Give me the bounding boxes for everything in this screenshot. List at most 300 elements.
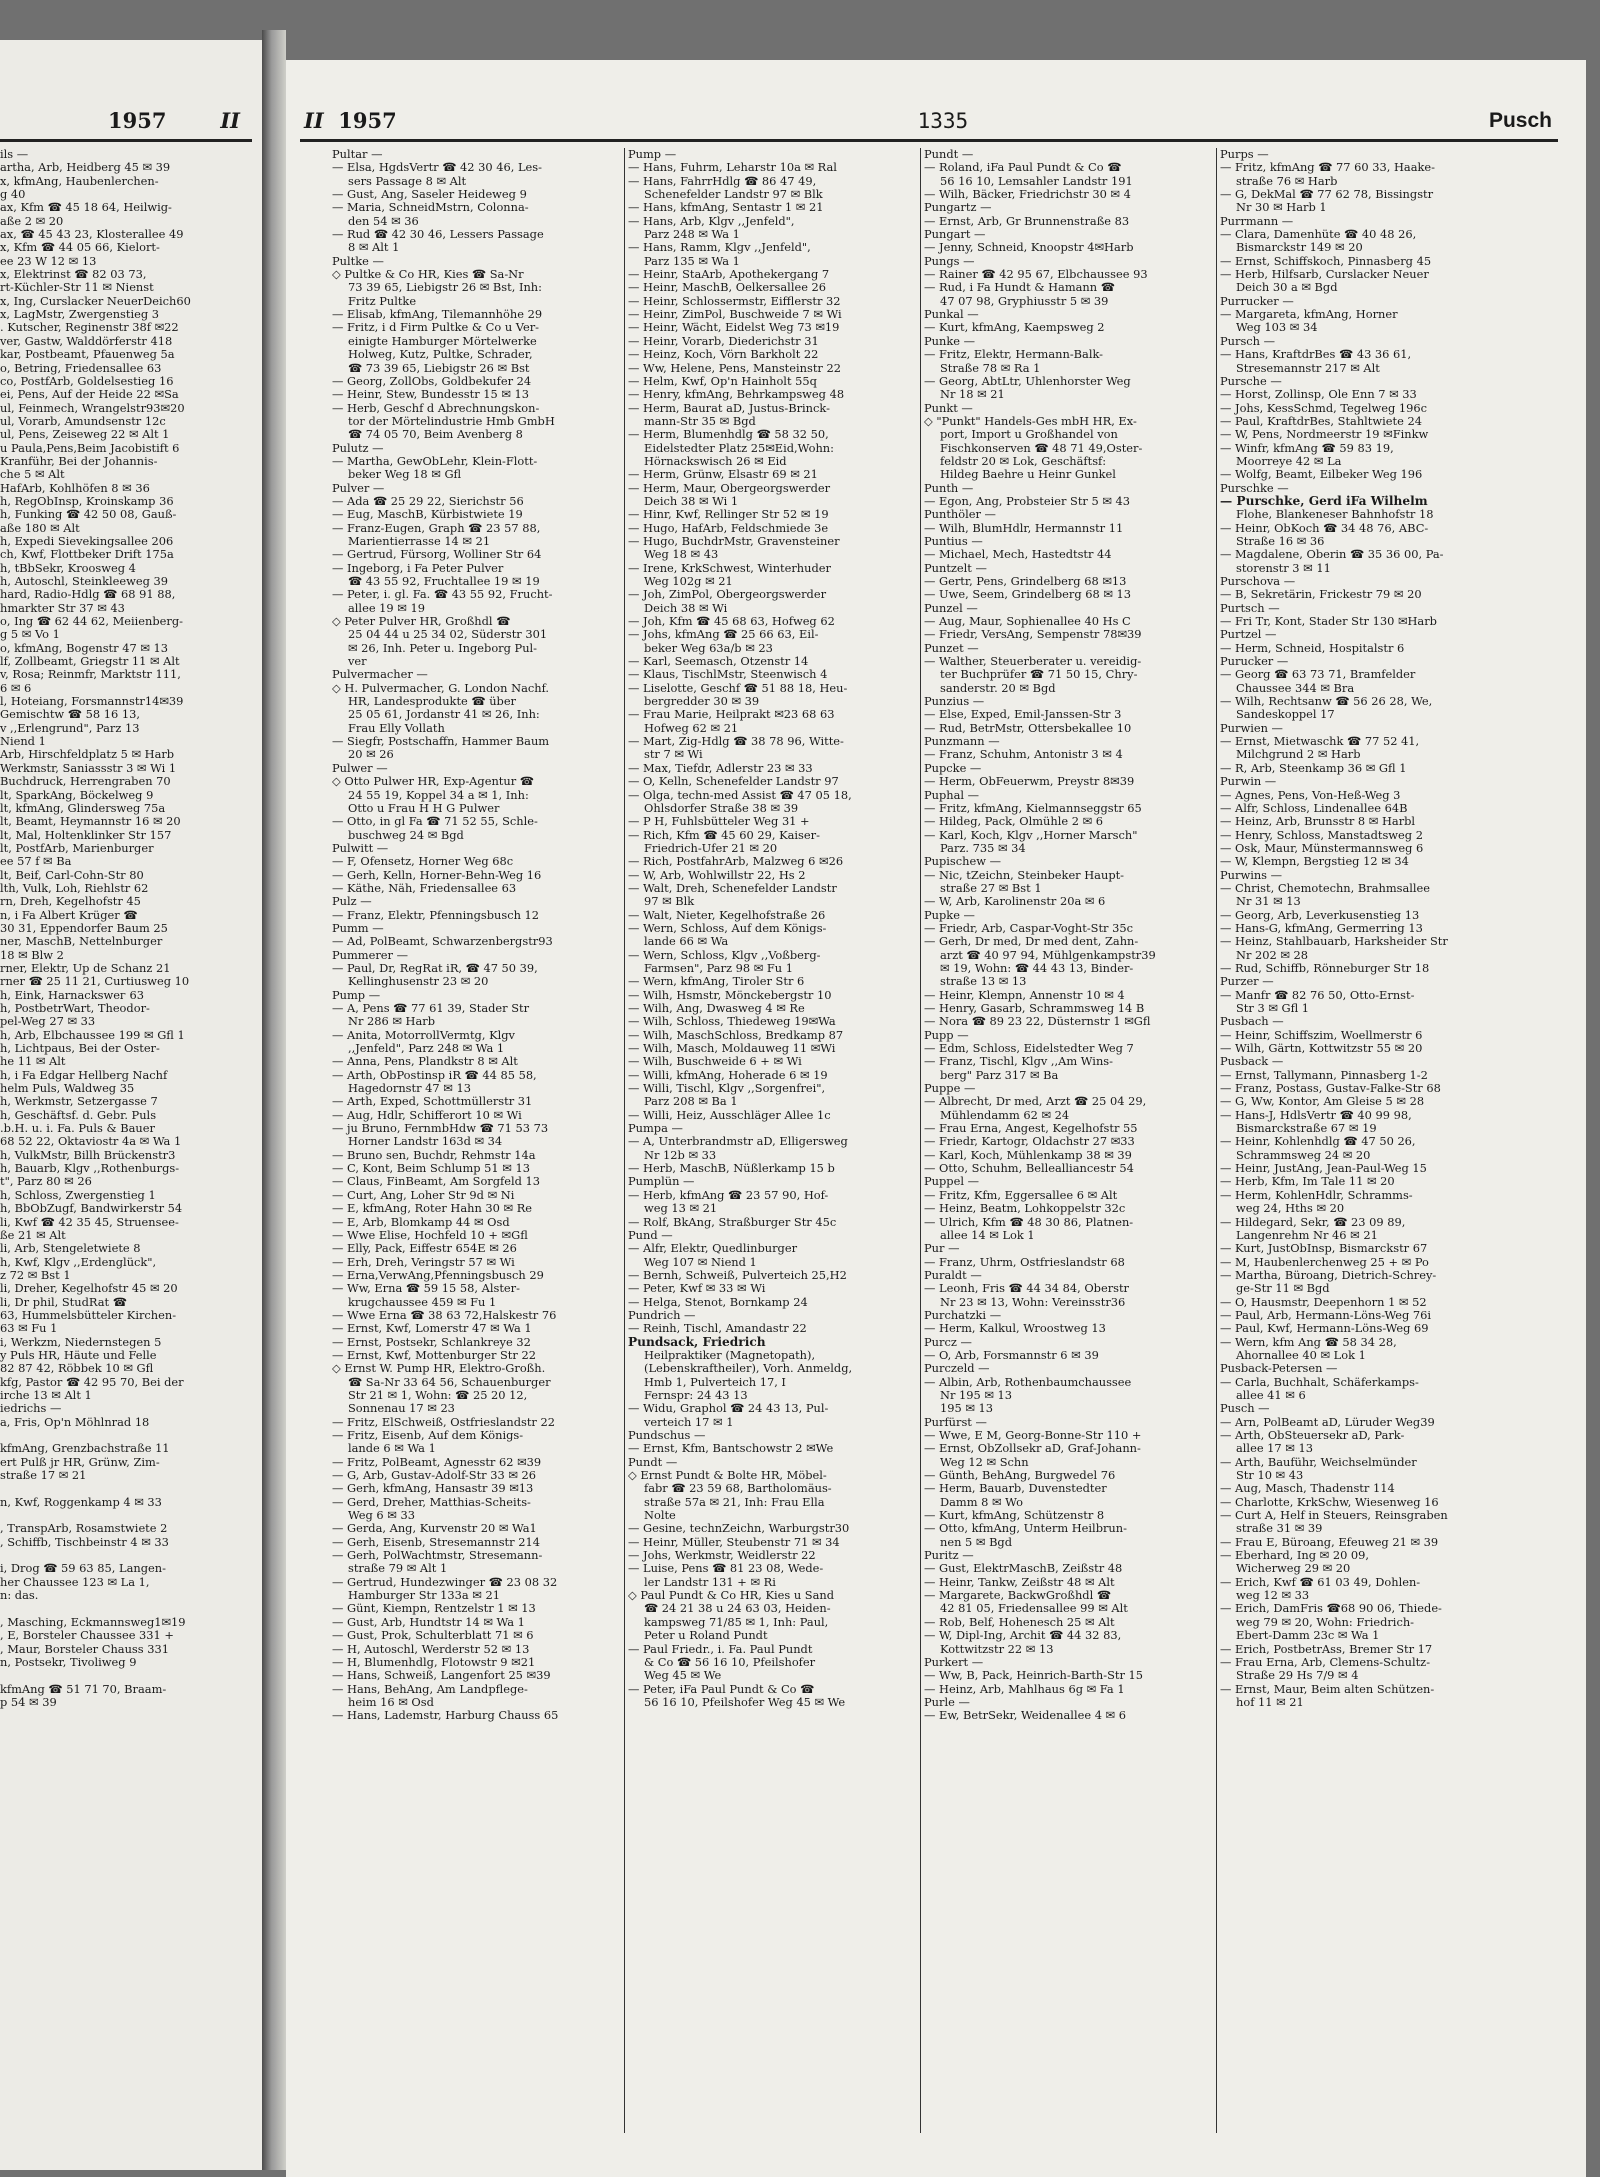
directory-entry-line: Parz. 735 ✉ 34 (940, 840, 1026, 855)
directory-entry-line: Deich 30 a ✉ Bgd (1236, 280, 1338, 295)
directory-entry-line: he 11 ✉ Alt (0, 1054, 66, 1069)
directory-entry-line: — Wilh, MaschSchloss, Bredkamp 87 (628, 1027, 844, 1042)
directory-entry-line: Mühlendamm 62 ✉ 24 (940, 1107, 1070, 1122)
directory-entry-line: — W, Pens, Nordmeerstr 19 ✉Finkw (1220, 427, 1429, 442)
directory-entry-line: Str 21 ✉ 1, Wohn: ☎ 25 20 12, (348, 1387, 528, 1402)
directory-entry-line: ul, Vorarb, Amundsenstr 12c (0, 413, 166, 428)
directory-entry-line: Pultke — (332, 253, 384, 268)
directory-entry-line: — Herb, kfmAng ☎ 23 57 90, Hof- (628, 1187, 829, 1202)
directory-entry-line: h, Expedi Sievekingsallee 206 (0, 533, 174, 548)
directory-entry-line: v, Rosa; Reinmfr, Marktstr 111, (0, 667, 181, 682)
directory-entry-line: weg 79 ✉ 20, Wohn: Friedrich- (1236, 1614, 1415, 1629)
directory-entry-line: — Günth, BehAng, Burgwedel 76 (924, 1468, 1116, 1483)
directory-entry-line: — Willi, Tischl, Klgv ,,Sorgenfrei", (628, 1081, 826, 1096)
directory-entry-line: n, Postsekr, Tivoliweg 9 (0, 1654, 137, 1669)
directory-entry-line: Weg 12 ✉ Schn (940, 1454, 1029, 1469)
directory-entry-line: — P H, Fuhlsbütteler Weg 31 + (628, 814, 810, 829)
directory-entry-line: — Curt, Ang, Loher Str 9d ✉ Ni (332, 1187, 515, 1202)
directory-entry-line: n, i Fa Albert Krüger ☎ (0, 907, 138, 922)
directory-entry-line: — Herm, Blumenhdlg ☎ 58 32 50, (628, 427, 829, 442)
directory-entry-line: Pupp — (924, 1027, 969, 1042)
directory-entry-line: Parz 248 ✉ Wa 1 (644, 227, 740, 242)
directory-entry-line: — Jenny, Schneid, Knoopstr 4✉Harb (924, 240, 1134, 255)
directory-entry-line: ul, Feinmech, Wrangelstr93✉20 (0, 400, 185, 415)
directory-entry-line: — Walt, Nieter, Kegelhofstraße 26 (628, 907, 826, 922)
directory-entry-line: — Heinr, Müller, Steubenstr 71 ✉ 34 (628, 1534, 840, 1549)
directory-entry-line: Weg 18 ✉ 43 (644, 547, 719, 562)
directory-entry-line: o, kfmAng, Bogenstr 47 ✉ 13 (0, 640, 168, 655)
directory-entry-line: Purtsch — (1220, 600, 1280, 615)
directory-entry-line: Weg 103 ✉ 34 (1236, 320, 1318, 335)
directory-column-2 (628, 148, 916, 2133)
directory-entry-line: — Heinr, Klempn, Annenstr 10 ✉ 4 (924, 987, 1125, 1002)
directory-entry-line: ler Landstr 131 + ✉ Ri (644, 1574, 776, 1589)
directory-entry-line: Hamburger Str 133a ✉ 21 (348, 1588, 500, 1603)
directory-entry-line: Puritz — (924, 1548, 974, 1563)
directory-entry-line: buschweg 24 ✉ Bgd (348, 827, 464, 842)
directory-entry-line: — E, kfmAng, Roter Hahn 30 ✉ Re (332, 1201, 533, 1216)
directory-entry-line: u Paula,Pens,Beim Jacobistift 6 (0, 440, 180, 455)
directory-entry-line: Pungartz — (924, 200, 992, 215)
directory-entry-line: iedrichs — (0, 1401, 62, 1416)
directory-entry-line: Pulwer — (332, 760, 388, 775)
directory-entry-line: Weg 102g ✉ 21 (644, 574, 733, 588)
directory-entry-line: Ahornallee 40 ✉ Lok 1 (1236, 1347, 1366, 1362)
directory-entry-line: h, Autoschl, Steinkleeweg 39 (0, 574, 169, 588)
directory-entry-line: h, Funking ☎ 42 50 08, Gauß- (0, 507, 177, 522)
directory-entry-line: — Wilh, Gärtn, Kottwitzstr 55 ✉ 20 (1220, 1041, 1423, 1056)
directory-entry-line: — Nic, tZeichn, Steinbeker Haupt- (924, 867, 1125, 882)
directory-entry-line: Nr 12b ✉ 33 (644, 1147, 717, 1162)
directory-entry-line: Punke — (924, 333, 975, 348)
directory-entry-line: — Walther, Steuerberater u. vereidig- (924, 654, 1142, 669)
directory-entry-line: — G, Ww, Kontor, Am Gleise 5 ✉ 28 (1220, 1094, 1425, 1109)
header-left-group (304, 108, 397, 133)
directory-entry-line: & Co ☎ 56 16 10, Pfeilshofer (644, 1654, 816, 1669)
directory-entry-line: — Karl, Seemasch, Otzenstr 14 (628, 654, 809, 669)
directory-entry-line: Punth — (924, 480, 974, 495)
directory-entry-line: ee 57 f ✉ Ba (0, 854, 72, 869)
directory-entry-line: Purle — (924, 1694, 970, 1709)
directory-entry-line: x, Elektrinst ☎ 82 03 73, (0, 267, 147, 282)
directory-entry-line: ◇ H. Pulvermacher, G. London Nachf. (332, 680, 550, 695)
directory-entry-line: — Roland, iFa Paul Pundt & Co ☎ (924, 160, 1122, 175)
directory-entry-line: — Manfr ☎ 82 76 50, Otto-Ernst- (1220, 987, 1415, 1002)
directory-entry-line: Nr 23 ✉ 13, Wohn: Vereinsstr36 (940, 1294, 1126, 1309)
directory-entry-line: , TranspArb, Rosamstwiete 2 (0, 1521, 168, 1536)
directory-entry-line: — Aug, Maur, Sophienallee 40 Hs C (924, 614, 1131, 629)
directory-entry-line: Punkt — (924, 400, 973, 415)
directory-entry-line: — A, Pens ☎ 77 61 39, Stader Str (332, 1001, 530, 1015)
directory-entry-line: 8 ✉ Alt 1 (348, 240, 400, 255)
directory-entry-line: hmarkter Str 37 ✉ 43 (0, 600, 125, 615)
directory-entry-line: — Olga, techn-med Assist ☎ 47 05 18, (628, 787, 852, 802)
directory-entry-line: — Charlotte, KrkSchw, Wiesenweg 16 (1220, 1494, 1439, 1509)
catchword: Pusch (1488, 109, 1552, 132)
directory-entry-line: ,,Jenfeld", Parz 248 ✉ Wa 1 (348, 1041, 505, 1056)
directory-entry-line: Pur — (924, 1241, 960, 1256)
directory-entry-line: — Heinz, Arb, Brunsstr 8 ✉ Harbl (1220, 814, 1416, 829)
directory-entry-line: — Georg, Arb, Leverkusenstieg 13 (1220, 907, 1420, 922)
directory-entry-line: Kottwitzstr 22 ✉ 13 (940, 1641, 1054, 1656)
directory-entry-line: Pupcke — (924, 760, 982, 775)
directory-entry-line: — G, Arb, Gustav-Adolf-Str 33 ✉ 26 (332, 1468, 536, 1483)
directory-entry-line: sers Passage 8 ✉ Alt (348, 173, 467, 188)
directory-entry-line: Langenrehm Nr 46 ✉ 21 (1236, 1227, 1378, 1242)
directory-entry-line: Purcz — (924, 1334, 972, 1349)
directory-entry-line: — Johs, Werkmstr, Weidlerstr 22 (628, 1548, 816, 1563)
directory-entry-line: — Gertr, Pens, Grindelberg 68 ✉13 (924, 574, 1127, 588)
directory-entry-line: Purkert — (924, 1654, 984, 1669)
directory-entry-line: — Franz, Tischl, Klgv ,,Am Wins- (924, 1054, 1113, 1069)
directory-entry-line: rt-Küchler-Str 11 ✉ Nienst (0, 280, 154, 295)
directory-entry-line: Straße 29 Hs 7/9 ✉ 4 (1236, 1668, 1359, 1683)
directory-entry-line: — Rud, i Fa Hundt & Hamann ☎ (924, 280, 1115, 295)
directory-entry-line: Puraldt — (924, 1267, 982, 1282)
directory-entry-line: — Hans, kfmAng, Sentastr 1 ✉ 21 (628, 200, 824, 215)
directory-entry-line: — Karl, Koch, Mühlenkamp 38 ✉ 39 (924, 1147, 1132, 1162)
directory-entry-line: li, Kwf ☎ 42 35 45, Struensee- (0, 1214, 179, 1229)
directory-entry-line: g 5 ✉ Vo 1 (0, 627, 60, 642)
directory-entry-line: allee 14 ✉ Lok 1 (940, 1227, 1035, 1242)
directory-entry-line: 97 ✉ Blk (644, 894, 695, 909)
directory-entry-line: — Franz, Schuhm, Antonistr 3 ✉ 4 (924, 747, 1123, 762)
directory-entry-line: Ohlsdorfer Straße 38 ✉ 39 (644, 800, 799, 815)
directory-entry-line: — Ernst, Kfm, Bantschowstr 2 ✉We (628, 1441, 834, 1456)
directory-entry-line: straße 31 ✉ 39 (1236, 1521, 1323, 1536)
directory-entry-line: irche 13 ✉ Alt 1 (0, 1387, 92, 1402)
directory-entry-line: i, Drog ☎ 59 63 85, Langen- (0, 1561, 166, 1576)
directory-entry-line: straße 57a ✉ 21, Inh: Frau Ella (644, 1494, 825, 1509)
directory-entry-line: — Wilh, Bäcker, Friedrichstr 30 ✉ 4 (924, 187, 1131, 202)
directory-entry-line: — Wilh, BlumHdlr, Hermannstr 11 (924, 520, 1124, 535)
directory-entry-line: — F, Ofensetz, Horner Weg 68c (332, 854, 514, 869)
directory-entry-line: — Albrecht, Dr med, Arzt ☎ 25 04 29, (924, 1094, 1147, 1109)
directory-entry-line: li, Arb, Stengeletwiete 8 (0, 1241, 141, 1256)
directory-entry-line: — Friedr, VersAng, Sempenstr 78✉39 (924, 627, 1142, 642)
directory-entry-line: — Herb, Kfm, Im Tale 11 ✉ 20 (1220, 1174, 1395, 1189)
directory-entry-line: — Hans, Arb, Klgv ,,Jenfeld", (628, 213, 795, 228)
directory-entry-line: — A, Unterbrandmstr aD, Elligersweg (628, 1134, 848, 1149)
directory-entry-line: — Elly, Pack, Eiffestr 654E ✉ 26 (332, 1241, 517, 1256)
right-running-header (300, 98, 1558, 142)
directory-entry-line: — Luise, Pens ☎ 81 23 08, Wede- (628, 1561, 824, 1576)
directory-entry-line: Horner Landstr 163d ✉ 34 (348, 1134, 503, 1149)
directory-entry-line: Nr 202 ✉ 28 (1236, 947, 1309, 962)
directory-entry-line: ei, Pens, Auf der Heide 22 ✉Sa (0, 387, 179, 402)
directory-entry-line: ils — (0, 148, 29, 161)
directory-entry-line: ax, Kfm ☎ 45 18 64, Heilwig- (0, 200, 172, 215)
directory-entry-line: , E, Borsteler Chaussee 331 + (0, 1628, 174, 1643)
directory-entry-line: — Otto, kfmAng, Unterm Heilbrun- (924, 1521, 1127, 1536)
directory-entry-line: Purfürst — (924, 1414, 987, 1429)
page-number: 1335 (917, 109, 969, 133)
directory-entry-line: h, Kwf, Klgv ,,Erdenglück", (0, 1254, 157, 1269)
directory-entry-line: — Frau E, Büroang, Efeuweg 21 ✉ 39 (1220, 1534, 1439, 1549)
book-gutter (262, 30, 286, 2170)
directory-entry-line: str 7 ✉ Wi (644, 747, 703, 762)
directory-entry-line: Pulz — (332, 894, 372, 909)
directory-entry-line: — Georg, AbtLtr, Uhlenhorster Weg (924, 373, 1131, 388)
directory-entry-line: rner, Elektr, Up de Schanz 21 (0, 960, 171, 975)
directory-entry-line: 42 81 05, Friedensallee 99 ✉ Alt (940, 1601, 1128, 1616)
directory-entry-line: — Edm, Schloss, Eidelstedter Weg 7 (924, 1041, 1134, 1056)
directory-entry-line: — Fritz, PolBeamt, Agnesstr 62 ✉39 (332, 1454, 542, 1469)
directory-entry-line: — Rich, Kfm ☎ 45 60 29, Kaiser- (628, 827, 820, 842)
directory-entry-line: ◇ Peter Pulver HR, Großhdl ☎ (332, 614, 511, 629)
directory-entry-line: — Ernst, ObZollsekr aD, Graf-Johann- (924, 1441, 1141, 1456)
directory-entry-line: h, Geschäftsf. d. Gebr. Puls (0, 1107, 157, 1122)
directory-entry-line: — Paul Friedr., i. Fa. Paul Pundt (628, 1641, 813, 1656)
directory-entry-line: Pulutz — (332, 440, 384, 455)
directory-entry-line: ße 21 ✉ Alt (0, 1227, 66, 1242)
directory-entry-line: hard, Radio-Hdlg ☎ 68 91 88, (0, 587, 176, 602)
directory-entry-line: — Heinr, MaschB, Oelkersallee 26 (628, 280, 827, 295)
directory-entry-line: n, Kwf, Roggenkamp 4 ✉ 33 (0, 1494, 162, 1509)
directory-entry-line: lth, Vulk, Loh, Riehlstr 62 (0, 880, 149, 895)
directory-entry-line: 63 ✉ Fu 1 (0, 1321, 58, 1336)
directory-entry-line: — Margarete, BackwGroßhdl ☎ (924, 1588, 1112, 1603)
directory-entry-line: — Otto, in gl Fa ☎ 71 52 55, Schle- (332, 814, 538, 829)
header-year: 1957 (338, 108, 397, 133)
directory-entry-line: o, Ing ☎ 62 44 62, Meiienberg- (0, 614, 184, 629)
directory-entry-line: Pumplün — (628, 1174, 695, 1189)
directory-entry-line: n: das. (0, 1588, 39, 1603)
directory-entry-line: Deich 38 ✉ Wi 1 (644, 493, 739, 508)
directory-entry-line: p 54 ✉ 39 (0, 1694, 57, 1709)
directory-entry-line: o, Betring, Friedensallee 63 (0, 360, 162, 375)
directory-entry-line: Hörnackswisch 26 ✉ Eid (644, 453, 787, 468)
directory-entry-line: — W, Arb, Wohlwillstr 22, Hs 2 (628, 867, 806, 882)
directory-entry-line: — Elisab, kfmAng, Tilemannhöhe 29 (332, 307, 543, 322)
directory-entry-line: Arb, Hirschfeldplatz 5 ✉ Harb (0, 747, 175, 762)
directory-entry-line: Pundrich — (628, 1307, 696, 1322)
directory-entry-line (0, 1549, 258, 1562)
directory-entry-line: Stresemannstr 217 ✉ Alt (1236, 360, 1380, 375)
directory-entry-line: ☎ 43 55 92, Fruchtallee 19 ✉ 19 (348, 574, 540, 588)
directory-entry-line: — Friedr, Kartogr, Oldachstr 27 ✉33 (924, 1134, 1135, 1149)
directory-entry-line: Nr 18 ✉ 21 (940, 387, 1005, 402)
directory-entry-line: — Wern, Schloss, Klgv ,,Voßberg- (628, 947, 821, 962)
directory-entry-line: storenstr 3 ✉ 11 (1236, 560, 1331, 575)
directory-entry-line: — Heinz, Beatm, Lohkoppelstr 32c (924, 1201, 1126, 1216)
directory-entry-line: Pump — (628, 148, 677, 161)
directory-entry-line: — Günt, Kiempn, Rentzelstr 1 ✉ 13 (332, 1601, 536, 1616)
directory-entry-line: straße 27 ✉ Bst 1 (940, 880, 1042, 895)
directory-entry-line: — Horst, Zollinsp, Ole Enn 7 ✉ 33 (1220, 387, 1417, 402)
directory-entry-line: — Franz, Uhrm, Ostfrieslandstr 68 (924, 1254, 1125, 1269)
directory-entry-line: Friedrich-Ufer 21 ✉ 20 (644, 840, 778, 855)
directory-entry-line: — Hans, Schweiß, Langenfort 25 ✉39 (332, 1668, 551, 1683)
directory-entry-line: — Henry, kfmAng, Behrkampsweg 48 (628, 387, 845, 402)
directory-entry-line: y Puls HR, Häute und Felle (0, 1347, 157, 1362)
directory-entry-line: — Ww, B, Pack, Heinrich-Barth-Str 15 (924, 1668, 1144, 1683)
directory-entry-line: — Arth, Exped, Schottmüllerstr 31 (332, 1094, 533, 1109)
directory-entry-line: l, Hoteiang, Forsmannstr14✉39 (0, 694, 184, 709)
directory-entry-line: Puppel — (924, 1174, 979, 1189)
directory-entry-line: — Wern, kfmAng, Tiroler Str 6 (628, 974, 805, 989)
directory-entry-line: — Paul, Kwf, Hermann-Löns-Weg 69 (1220, 1321, 1429, 1336)
directory-entry-line: — Osk, Maur, Münstermannsweg 6 (1220, 840, 1424, 855)
directory-entry-line: Pundschus — (628, 1428, 706, 1442)
directory-entry-line: — Rich, PostfahrArb, Malzweg 6 ✉26 (628, 854, 844, 869)
directory-entry-line: Pupke — (924, 907, 975, 922)
directory-entry-line: — O, Hausmstr, Deepenhorn 1 ✉ 52 (1220, 1294, 1427, 1309)
directory-entry-line: — Fritz, Eisenb, Auf dem Königs- (332, 1428, 524, 1442)
directory-entry-line: Moorreye 42 ✉ La (1236, 453, 1342, 468)
directory-entry-line: — Claus, FinBeamt, Am Sorgfeld 13 (332, 1174, 541, 1189)
directory-entry-line: ee 23 W 12 ✉ 13 (0, 253, 97, 268)
directory-entry-line: Pursche — (1220, 373, 1282, 388)
directory-entry-line: Niend 1 (0, 734, 46, 749)
directory-entry-line: — Heinr, StaArb, Apothekergang 7 (628, 267, 830, 282)
directory-entry-line: — Erich, Kwf ☎ 61 03 49, Dohlen- (1220, 1574, 1421, 1589)
directory-entry-line: Punthöler — (924, 507, 996, 522)
directory-entry-line: Damm 8 ✉ Wo (940, 1494, 1023, 1509)
directory-entry-line: — Peter, i. gl. Fa. ☎ 43 55 92, Frucht- (332, 587, 553, 602)
directory-entry-line: — Hans, KraftdrBes ☎ 43 36 61, (1220, 347, 1412, 362)
directory-entry-line: — Margareta, kfmAng, Horner (1220, 307, 1398, 322)
directory-entry-line: ◇ Paul Pundt & Co HR, Kies u Sand (628, 1588, 834, 1603)
directory-entry-line: — Hildeg, Pack, Olmühle 2 ✉ 6 (924, 814, 1104, 829)
directory-entry-line: bergredder 30 ✉ 39 (644, 694, 760, 709)
directory-entry-line: lt, PostfArb, Marienburger (0, 840, 154, 855)
directory-entry-line: — Klaus, TischlMstr, Steenwisch 4 (628, 667, 828, 682)
directory-entry-line: 47 07 98, Gryphiusstr 5 ✉ 39 (940, 293, 1109, 308)
directory-entry-line: — Maria, SchneidMstrn, Colonna- (332, 200, 529, 215)
directory-entry-line: allee 41 ✉ 6 (1236, 1387, 1306, 1402)
directory-entry-line: , Maur, Borsteler Chauss 331 (0, 1641, 169, 1656)
directory-entry-line: Parz 208 ✉ Ba 1 (644, 1094, 738, 1109)
directory-entry-line: — Fritz, i d Firm Pultke & Co u Ver- (332, 320, 540, 335)
directory-entry-line: — Kurt, JustObInsp, Bismarckstr 67 (1220, 1241, 1428, 1256)
directory-entry-line: — Henry, Schloss, Manstadtsweg 2 (1220, 827, 1423, 842)
directory-entry-line: Pundt — (628, 1454, 678, 1469)
directory-entry-line: ax, ☎ 45 43 23, Klosterallee 49 (0, 227, 184, 242)
directory-entry-line: feldstr 20 ✉ Lok, Geschäftsf: (940, 453, 1107, 468)
directory-entry-line: — Wolfg, Beamt, Eilbeker Weg 196 (1220, 467, 1423, 482)
directory-entry-line: Purchatzki — (924, 1307, 1002, 1322)
directory-entry-line: verteich 17 ✉ 1 (644, 1414, 734, 1429)
directory-entry-line: Puntzelt — (924, 560, 987, 575)
directory-entry-line: — Karl, Koch, Klgv ,,Horner Marsch" (924, 827, 1138, 842)
left-header-part: II (220, 108, 240, 133)
directory-entry-line: Purrucker — (1220, 293, 1294, 308)
directory-entry-line: 25 04 44 u 25 34 02, Süderstr 301 (348, 627, 548, 642)
directory-entry-line: — H, Autoschl, Werderstr 52 ✉ 13 (332, 1641, 530, 1656)
directory-entry-line: Pungs — (924, 253, 975, 268)
directory-entry-line: ul, Pens, Zeiseweg 22 ✉ Alt 1 (0, 427, 170, 442)
directory-entry-line: Purwien — (1220, 720, 1283, 735)
directory-entry-line: , Schiffb, Tischbeinstr 4 ✉ 33 (0, 1534, 169, 1549)
directory-entry-line: ert Pulß jr HR, Grünw, Zim- (0, 1454, 160, 1469)
directory-entry-line: — Willi, Heiz, Ausschläger Allee 1c (628, 1107, 831, 1122)
directory-entry-line: — Gerd, Dreher, Matthias-Scheits- (332, 1494, 531, 1509)
directory-entry-line: Purwin — (1220, 774, 1277, 789)
directory-entry-line: li, Dreher, Kegelhofstr 45 ✉ 20 (0, 1281, 178, 1296)
directory-entry-line: — Ernst, Schiffskoch, Pinnasberg 45 (1220, 253, 1432, 268)
directory-entry-line: — Magdalene, Oberin ☎ 35 36 00, Pa- (1220, 547, 1444, 562)
directory-entry-line: — W, Dipl-Ing, Archit ☎ 44 32 83, (924, 1628, 1122, 1643)
directory-entry-line: 63, Hummelsbütteler Kirchen- (0, 1307, 177, 1322)
directory-entry-line: — Herm, KohlenHdlr, Schramms- (1220, 1187, 1413, 1202)
directory-entry-line: Punzel — (924, 600, 978, 615)
directory-entry-line: — Arth, ObPostinsp iR ☎ 44 85 58, (332, 1067, 537, 1082)
directory-entry-line: Parz 135 ✉ Wa 1 (644, 253, 740, 268)
directory-entry-line: — Martha, Büroang, Dietrich-Schrey- (1220, 1267, 1437, 1282)
directory-entry-line: Hildeg Baehre u Heinr Gunkel (940, 467, 1116, 482)
directory-entry-line: h, Werkmstr, Setzergasse 7 (0, 1094, 158, 1109)
directory-entry-line: ver, Gastw, Walddörferstr 418 (0, 333, 173, 348)
directory-entry-line: Chaussee 344 ✉ Bra (1236, 680, 1355, 695)
directory-entry-line: — Herb, Hilfsarb, Curslacker Neuer (1220, 267, 1429, 282)
directory-entry-line: — Joh, Kfm ☎ 45 68 63, Hofweg 62 (628, 614, 835, 629)
directory-entry-line: — Wern, kfm Ang ☎ 58 34 28, (1220, 1334, 1397, 1349)
directory-entry-line: nen 5 ✉ Bgd (940, 1534, 1013, 1549)
directory-entry-line: h, i Fa Edgar Hellberg Nachf (0, 1067, 168, 1082)
directory-entry-line: Pundt — (924, 148, 974, 161)
directory-entry-line: — ju Bruno, FernmbHdw ☎ 71 53 73 (332, 1121, 549, 1136)
directory-entry-line: ge-Str 11 ✉ Bgd (1236, 1281, 1330, 1296)
directory-entry-line: x, LagMstr, Zwergenstieg 3 (0, 307, 160, 322)
directory-entry-line: 24 55 19, Koppel 34 a ✉ 1, Inh: (348, 787, 529, 802)
directory-entry-line: — Widu, Graphol ☎ 24 43 13, Pul- (628, 1401, 829, 1416)
directory-entry-line: — Ada ☎ 25 29 22, Sierichstr 56 (332, 493, 524, 508)
directory-entry-line: straße 79 ✉ Alt 1 (348, 1561, 448, 1576)
directory-entry-line: — Herm, Kalkul, Wroostweg 13 (924, 1321, 1106, 1336)
directory-entry-line: — W, Arb, Karolinenstr 20a ✉ 6 (924, 894, 1106, 909)
directory-entry-line: HafArb, Kohlhöfen 8 ✉ 36 (0, 480, 150, 495)
directory-entry-line: — Liselotte, Geschf ☎ 51 88 18, Heu- (628, 680, 848, 695)
directory-entry-line: x, kfmAng, Haubenlerchen- (0, 173, 159, 188)
directory-entry-line: ◇ Ernst Pundt & Bolte HR, Möbel- (628, 1468, 827, 1483)
directory-entry-line: lt, Beamt, Heymannstr 16 ✉ 20 (0, 814, 181, 829)
directory-entry-line: — Ernst, Mietwaschk ☎ 77 52 41, (1220, 734, 1420, 749)
directory-entry-line: — Carla, Buchhalt, Schäferkamps- (1220, 1374, 1419, 1389)
directory-entry-line: Punkal — (924, 307, 979, 322)
directory-entry-line: Pund — (628, 1227, 673, 1242)
directory-entry-line: Peter u Roland Pundt (644, 1628, 768, 1643)
directory-entry-line: — Rainer ☎ 42 95 67, Elbchaussee 93 (924, 267, 1148, 282)
directory-entry-line: — Ernst, Tallymann, Pinnasberg 1-2 (1220, 1067, 1428, 1082)
directory-entry-line: Hagedornstr 47 ✉ 13 (348, 1081, 471, 1096)
directory-entry-line: — Heinz, Koch, Vörn Barkholt 22 (628, 347, 819, 362)
directory-entry-line: allee 19 ✉ 19 (348, 600, 425, 615)
directory-entry-line: — Franz-Eugen, Graph ☎ 23 57 88, (332, 520, 541, 535)
directory-entry-line (0, 1669, 258, 1682)
directory-entry-line: — Rolf, BkAng, Straßburger Str 45c (628, 1214, 837, 1229)
directory-entry-line: aße 2 ✉ 20 (0, 213, 64, 228)
directory-entry-line: lt, Beif, Carl-Cohn-Str 80 (0, 867, 144, 882)
directory-entry-line: Pusback-Petersen — (1220, 1361, 1338, 1376)
directory-entry-line: ☎ Sa-Nr 33 64 56, Schauenburger (348, 1374, 551, 1389)
directory-entry-line: rn, Dreh, Kegelhofstr 45 (0, 894, 141, 909)
directory-entry-line: — Hans, Ramm, Klgv ,,Jenfeld", (628, 240, 811, 255)
directory-entry-line: ☎ 74 05 70, Beim Avenberg 8 (348, 427, 523, 442)
directory-entry-line: Nolte (644, 1508, 676, 1523)
directory-entry-line: 25 05 61, Jordanstr 41 ✉ 26, Inh: (348, 707, 540, 722)
left-running-header (0, 98, 252, 142)
directory-entry-line: — Helm, Kwf, Op'n Hainholt 55q (628, 373, 817, 388)
left-page-column (0, 148, 258, 2133)
directory-entry-line: kar, Postbeamt, Pfauenweg 5a (0, 347, 175, 362)
directory-entry-line: Pummerer — (332, 947, 408, 962)
directory-entry-line: ✉ 26, Inh. Peter u. Ingeborg Pul- (348, 640, 538, 655)
directory-entry-line: h, Eink, Harnackswег 63 (0, 987, 145, 1002)
directory-entry-line: Fischkonserven ☎ 48 71 49,Oster- (940, 440, 1143, 455)
directory-entry-line: Hmb 1, Pulverteich 17, I (644, 1374, 786, 1389)
directory-entry-line: h, PostbetrWart, Theodor- (0, 1001, 150, 1015)
